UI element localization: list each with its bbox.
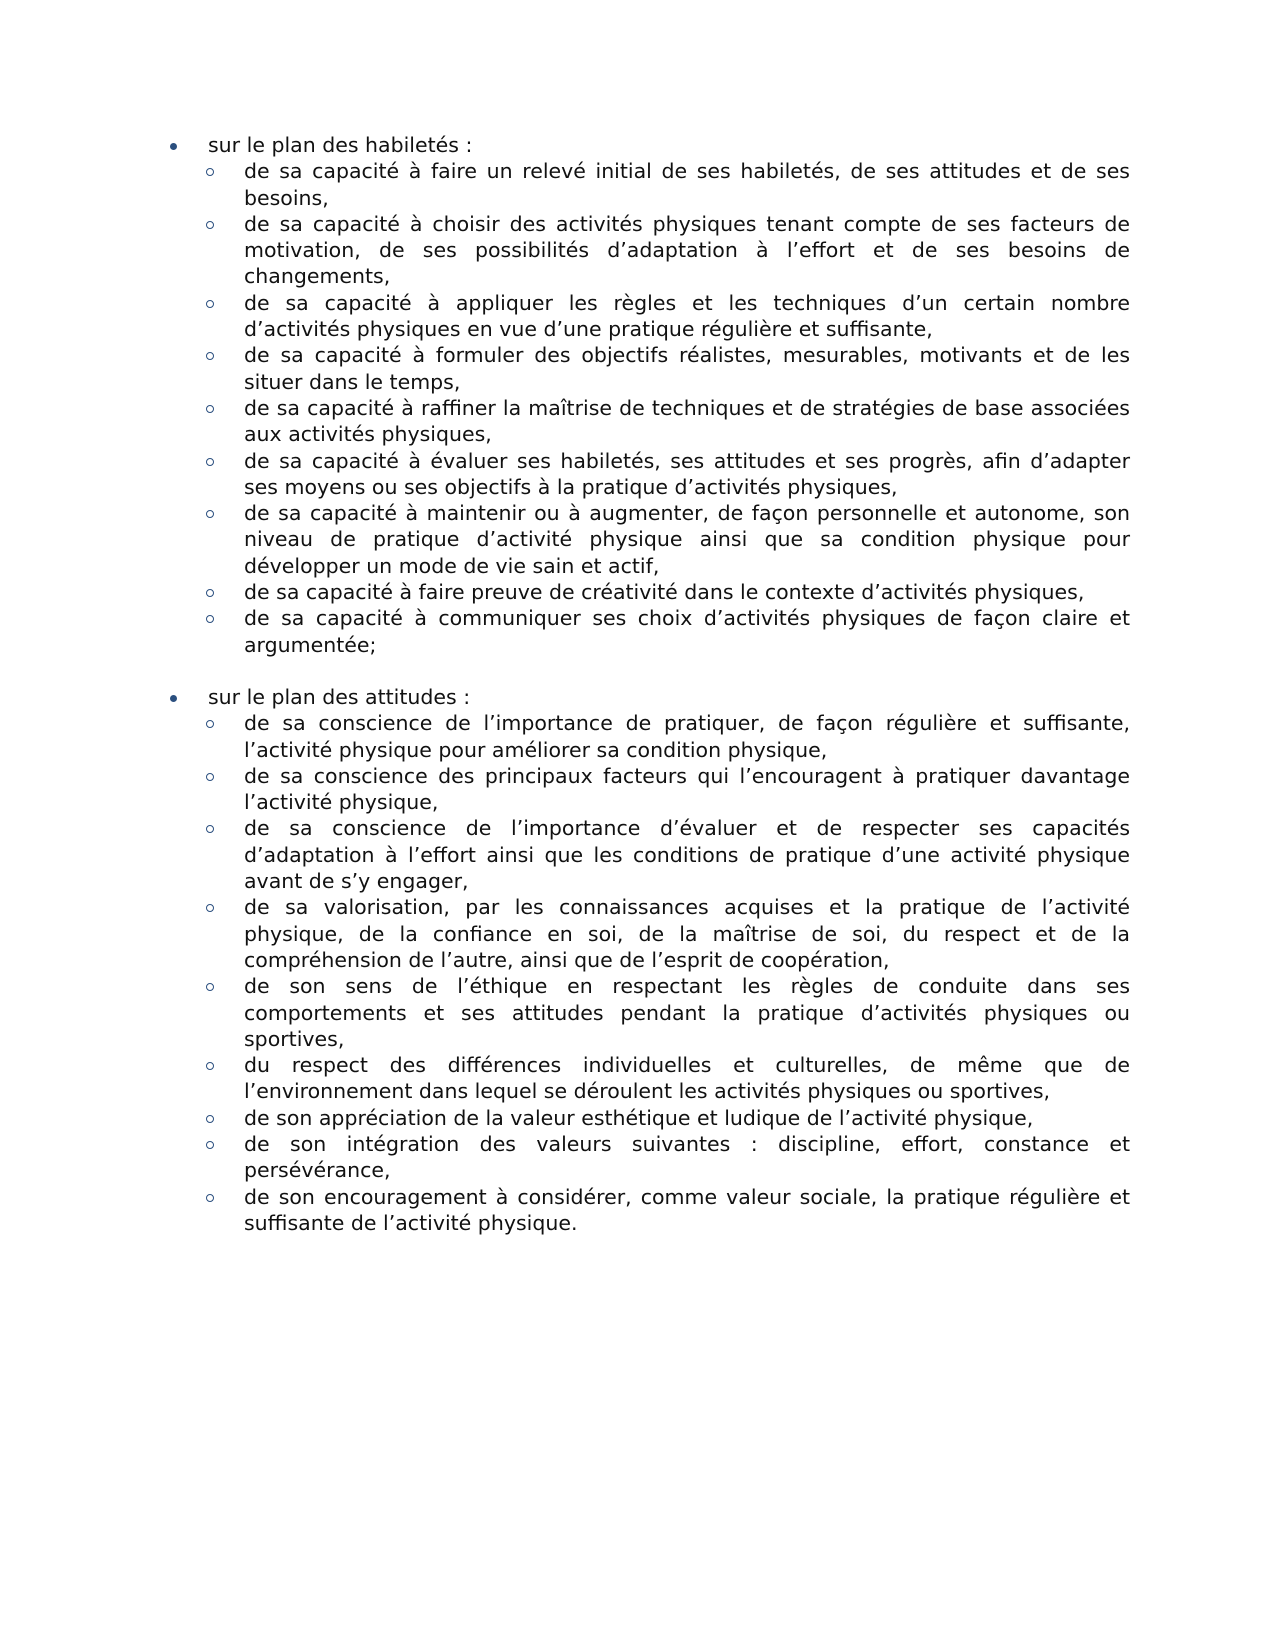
circle-bullet-icon: [206, 825, 214, 833]
circle-bullet-icon: [206, 773, 214, 781]
list-item-text: de sa conscience de l’importance de pratiquer, de façon régulière et suffisante, l’activité physique pour améliorer sa condition physique,: [244, 711, 1130, 762]
circle-bullet-icon: [206, 1115, 214, 1123]
list-item: [168, 395, 1130, 448]
list-item-text: de sa capacité à formuler des objectifs réalistes, mesurables, motivants et de les situer dans le temps,: [244, 343, 1130, 394]
list-item: [168, 973, 1130, 1052]
section-heading-text: sur le plan des attitudes :: [208, 684, 471, 709]
list-item: [168, 211, 1130, 290]
list-item-text: de son appréciation de la valeur esthétique et ludique de l’activité physique,: [244, 1105, 1034, 1130]
list-item: [168, 290, 1130, 343]
list-item-text: de sa capacité à communiquer ses choix d’activités physiques de façon claire et argumentée;: [244, 606, 1130, 657]
circle-bullet-icon: [206, 1141, 214, 1149]
list-item-text: de sa capacité à évaluer ses habiletés, ses attitudes et ses progrès, afin d’adapter ses moyens ou ses objectifs à la pratique d’activités physiques,: [244, 448, 1130, 499]
circle-bullet-icon: [206, 615, 214, 623]
list-item-text: de sa capacité à appliquer les règles et les techniques d’un certain nombre d’activités physiques en vue d’une pratique régulière et suffisante,: [244, 290, 1130, 342]
sub-list: [168, 710, 1130, 1236]
list-item: [168, 1105, 1130, 1131]
circle-bullet-icon: [206, 720, 214, 728]
circle-bullet-icon: [206, 1194, 214, 1202]
list-item: [168, 815, 1130, 894]
list-item: [168, 1184, 1130, 1237]
list-item: [168, 1131, 1130, 1184]
list-item-text: de sa capacité à faire un relevé initial de ses habiletés, de ses attitudes et de ses besoins,: [244, 159, 1130, 210]
circle-bullet-icon: [206, 1062, 214, 1070]
list-item: [168, 158, 1130, 211]
circle-bullet-icon: [206, 589, 214, 597]
list-item-text: de son encouragement à considérer, comme valeur sociale, la pratique régulière et suffisante de l’activité physique.: [244, 1184, 1130, 1235]
circle-bullet-icon: [206, 983, 214, 991]
list-item: [168, 710, 1130, 763]
list-item: [168, 500, 1130, 579]
sub-list: [168, 158, 1130, 658]
circle-bullet-icon: [206, 300, 214, 308]
list-item: [168, 342, 1130, 395]
section-attitudes: [168, 684, 1130, 1236]
list-item-text: de sa capacité à faire preuve de créativité dans le contexte d’activités physiques,: [244, 580, 1085, 605]
list-item: [168, 894, 1130, 973]
list-item-text: du respect des différences individuelles et culturelles, de même que de l’environnement dans lequel se déroulent les activités physiques ou sportives,: [244, 1053, 1130, 1104]
list-item: [168, 605, 1130, 658]
document-content: [168, 132, 1130, 1262]
list-item: [168, 1052, 1130, 1105]
list-item-text: de sa conscience de l’importance d’évaluer et de respecter ses capacités d’adaptation à l’effort ainsi que les conditions de pratique d’une activité physique avant de s’y engager,: [244, 816, 1130, 894]
list-item-text: de sa capacité à choisir des activités physiques tenant compte de ses facteurs de motivation, de ses possibilités d’adaptation à l’effort et de ses besoins de changements,: [244, 211, 1130, 289]
list-item-text: de sa capacité à raffiner la maîtrise de techniques et de stratégies de base associées aux activités physiques,: [244, 395, 1130, 447]
list-item-text: de son intégration des valeurs suivantes : discipline, effort, constance et persévérance,: [244, 1131, 1130, 1183]
bullet-dot-icon: [170, 695, 177, 702]
circle-bullet-icon: [206, 221, 214, 229]
circle-bullet-icon: [206, 510, 214, 518]
list-item-text: de sa valorisation, par les connaissances acquises et la pratique de l’activité physique, de la confiance en soi, de la maîtrise de soi, du respect et de la compréhension de l’autre, ainsi que de l’esprit de coopération,: [244, 895, 1130, 972]
circle-bullet-icon: [206, 458, 214, 466]
section-heading: [168, 684, 1130, 710]
circle-bullet-icon: [206, 904, 214, 912]
list-item: [168, 579, 1130, 605]
list-item-text: de sa conscience des principaux facteurs qui l’encouragent à pratiquer davantage l’activité physique,: [244, 763, 1130, 815]
list-item: [168, 448, 1130, 501]
circle-bullet-icon: [206, 405, 214, 413]
section-heading: [168, 132, 1130, 158]
section-habiletes: [168, 132, 1130, 658]
list-item-text: de sa capacité à maintenir ou à augmenter, de façon personnelle et autonome, son niveau de pratique d’activité physique ainsi que sa condition physique pour développer un mode de vie sain et actif,: [244, 501, 1130, 578]
circle-bullet-icon: [206, 352, 214, 360]
section-heading-text: sur le plan des habiletés :: [208, 133, 473, 157]
circle-bullet-icon: [206, 168, 214, 176]
bullet-dot-icon: [170, 143, 177, 150]
list-item: [168, 763, 1130, 816]
list-item-text: de son sens de l’éthique en respectant les règles de conduite dans ses comportements et ses attitudes pendant la pratique d’activités physiques ou sportives,: [244, 974, 1130, 1051]
